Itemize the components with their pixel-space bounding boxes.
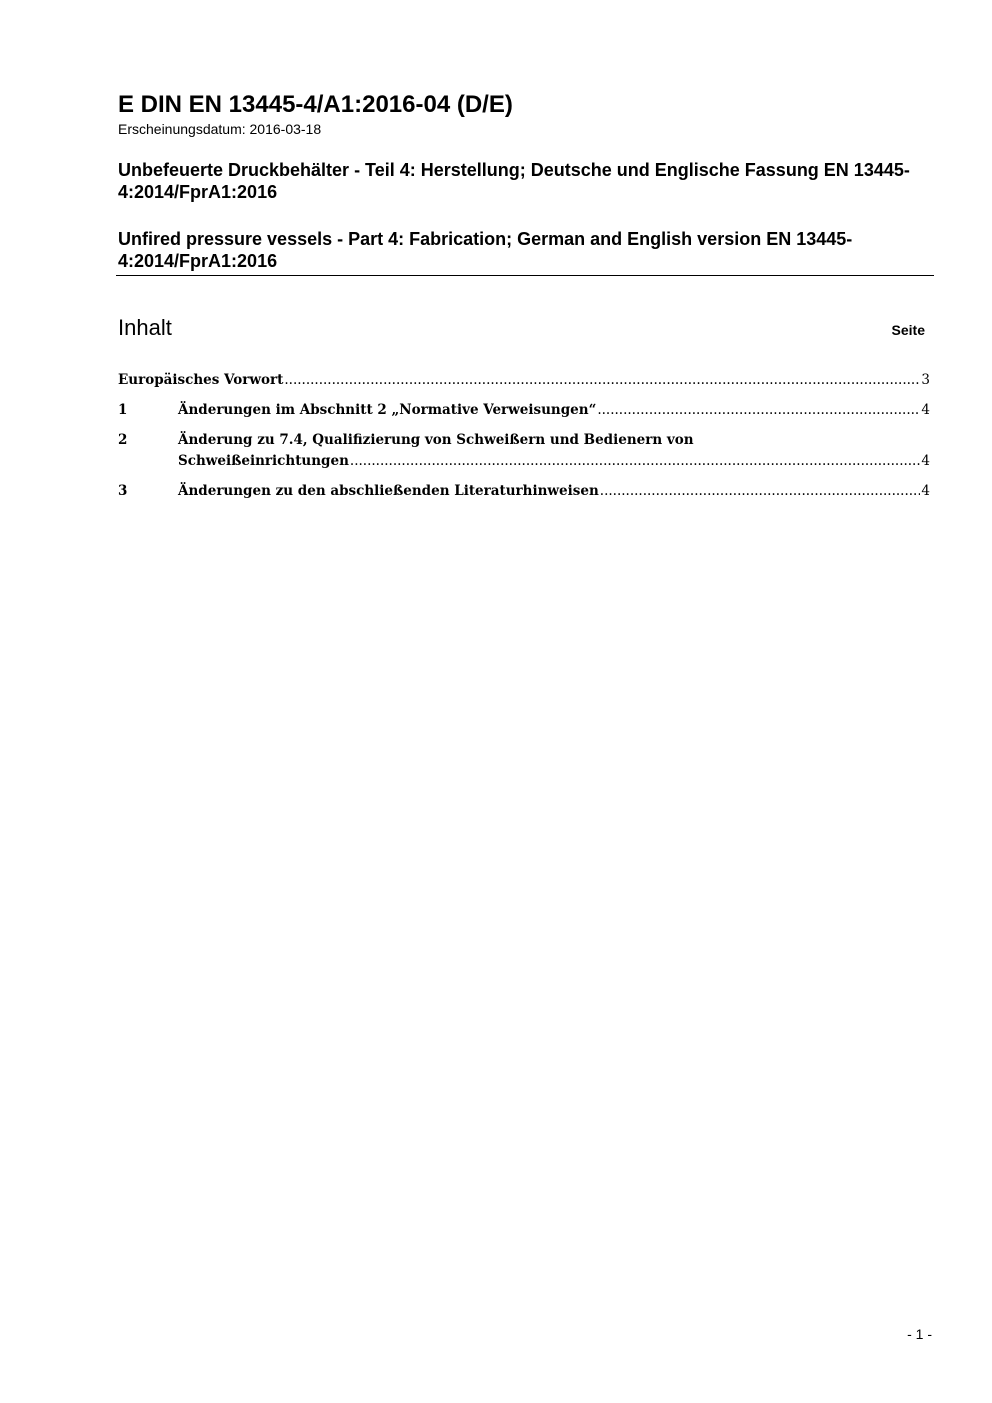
toc-entry-number: 1 — [118, 402, 128, 418]
publication-date: Erscheinungsdatum: 2016-03-18 — [118, 121, 322, 137]
document-title: E DIN EN 13445-4/A1:2016-04 (D/E) — [118, 91, 513, 118]
toc-entry-page: 3 — [921, 372, 930, 388]
toc-entry-label: Europäisches Vorwort — [118, 372, 284, 388]
toc-entry-3[interactable] — [118, 481, 930, 502]
title-divider — [116, 275, 934, 276]
toc-leader-dots — [350, 451, 921, 472]
toc-leader-dots — [597, 400, 920, 421]
toc-entry-label-line-2: Schweißeinrichtungen — [178, 453, 349, 469]
toc-entry-label: Änderungen zu den abschließenden Literaturhinweisen — [178, 483, 599, 499]
toc-leader-dots — [284, 370, 920, 391]
toc-entry-foreword[interactable] — [118, 370, 930, 391]
table-of-contents — [118, 370, 930, 511]
german-title: Unbefeuerte Druckbehälter - Teil 4: Herstellung; Deutsche und Englische Fassung EN 13445-4:2014/FprA1:2016 — [118, 160, 910, 202]
toc-entry-page: 4 — [921, 483, 930, 499]
toc-entry-page: 4 — [921, 402, 930, 418]
toc-heading: Inhalt — [118, 315, 172, 340]
toc-entry-label-line-1: Änderung zu 7.4, Qualifizierung von Schweißern und Bedienern von — [178, 432, 694, 448]
toc-entry-number: 3 — [118, 483, 128, 499]
toc-entry-2[interactable] — [118, 430, 930, 472]
toc-page-column-label: Seite — [891, 322, 925, 338]
toc-entry-page: 4 — [921, 453, 930, 469]
toc-entry-number: 2 — [118, 432, 128, 448]
toc-entry-1[interactable] — [118, 400, 930, 421]
toc-entry-label: Änderungen im Abschnitt 2 „Normative Verweisungen“ — [178, 402, 597, 418]
page-number: - 1 - — [907, 1326, 932, 1342]
toc-leader-dots — [600, 481, 921, 502]
english-title: Unfired pressure vessels - Part 4: Fabrication; German and English version EN 13445-4:2014/FprA1:2016 — [118, 229, 853, 271]
